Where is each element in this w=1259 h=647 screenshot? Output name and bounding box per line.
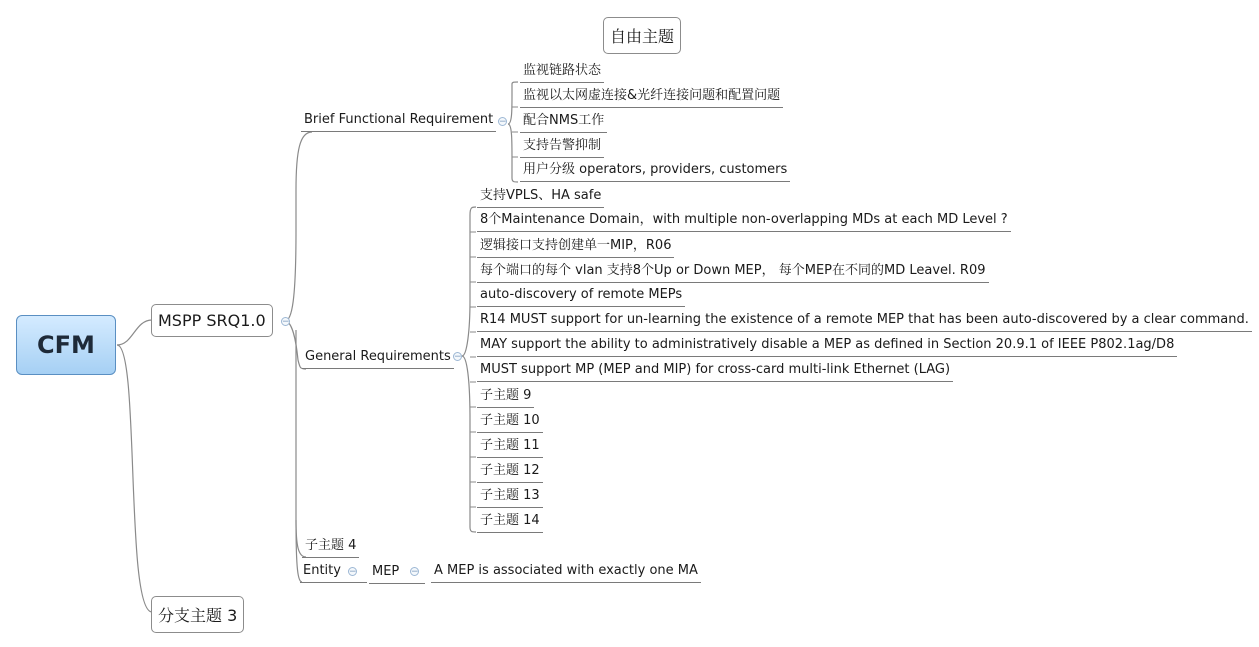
connector-root-branch3 — [117, 345, 152, 612]
topic-entity[interactable]: Entity — [300, 563, 367, 583]
topic-brief-functional-requirement[interactable]: Brief Functional Requirement — [301, 112, 496, 132]
brief-item[interactable]: 支持告警抑制 — [520, 138, 604, 158]
general-item[interactable]: 子主题 10 — [477, 413, 543, 433]
general-item[interactable]: 子主题 12 — [477, 463, 543, 483]
collapse-icon[interactable]: − — [349, 567, 357, 577]
floating-topic[interactable]: 自由主题 — [603, 17, 681, 54]
general-item[interactable]: 子主题 13 — [477, 488, 543, 508]
brief-item[interactable]: 配合NMS工作 — [520, 113, 607, 133]
connector-brief-lower — [508, 124, 518, 182]
general-item[interactable]: 子主题 14 — [477, 513, 543, 533]
branch-mspp-srq[interactable]: MSPP SRQ1.0 — [151, 304, 273, 337]
general-item[interactable]: 8个Maintenance Domain，with multiple non-overlapping MDs at each MD Level ? — [477, 212, 1011, 232]
topic-sub-4[interactable]: 子主题 4 — [302, 538, 359, 558]
general-item[interactable]: auto-discovery of remote MEPs — [477, 287, 685, 307]
root-topic-cfm[interactable]: CFM — [16, 315, 116, 375]
general-item[interactable]: 逻辑接口支持创建单一MIP，R06 — [477, 238, 674, 258]
general-item[interactable]: R14 MUST support for un-learning the existence of a remote MEP that has been auto-discovered by a clear command. — [477, 312, 1252, 332]
general-item[interactable]: 支持VPLS、HA safe — [477, 188, 604, 208]
collapse-icon[interactable]: − — [454, 352, 462, 362]
topic-general-requirements[interactable]: General Requirements — [302, 349, 454, 369]
general-item[interactable]: MUST support MP (MEP and MIP) for cross-card multi-link Ethernet (LAG) — [477, 362, 953, 382]
collapse-icon[interactable]: − — [282, 317, 290, 327]
branch-topic-3[interactable]: 分支主题 3 — [151, 596, 244, 633]
general-item[interactable]: 每个端口的每个 vlan 支持8个Up or Down MEP， 每个MEP在不同的MD Leavel. R09 — [477, 263, 989, 283]
connector-root-mspp — [117, 320, 152, 345]
connector-brief-spine — [508, 82, 518, 124]
brief-item[interactable]: 监视以太网虚连接&光纤连接问题和配置问题 — [520, 88, 783, 108]
connector-mspp-spine — [285, 132, 312, 321]
general-item[interactable]: 子主题 11 — [477, 438, 543, 458]
collapse-icon[interactable]: − — [499, 117, 507, 127]
brief-item[interactable]: 监视链路状态 — [520, 63, 604, 83]
general-item[interactable]: MAY support the ability to administratively disable a MEP as defined in Section 20.9.1 of IEEE P802.1ag/D8 — [477, 337, 1177, 357]
collapse-icon[interactable]: − — [411, 567, 419, 577]
topic-mep-description[interactable]: A MEP is associated with exactly one MA — [431, 563, 701, 583]
brief-item[interactable]: 用户分级 operators, providers, customers — [520, 162, 790, 182]
general-item[interactable]: 子主题 9 — [477, 388, 534, 408]
topic-mep[interactable]: MEP — [369, 564, 425, 584]
